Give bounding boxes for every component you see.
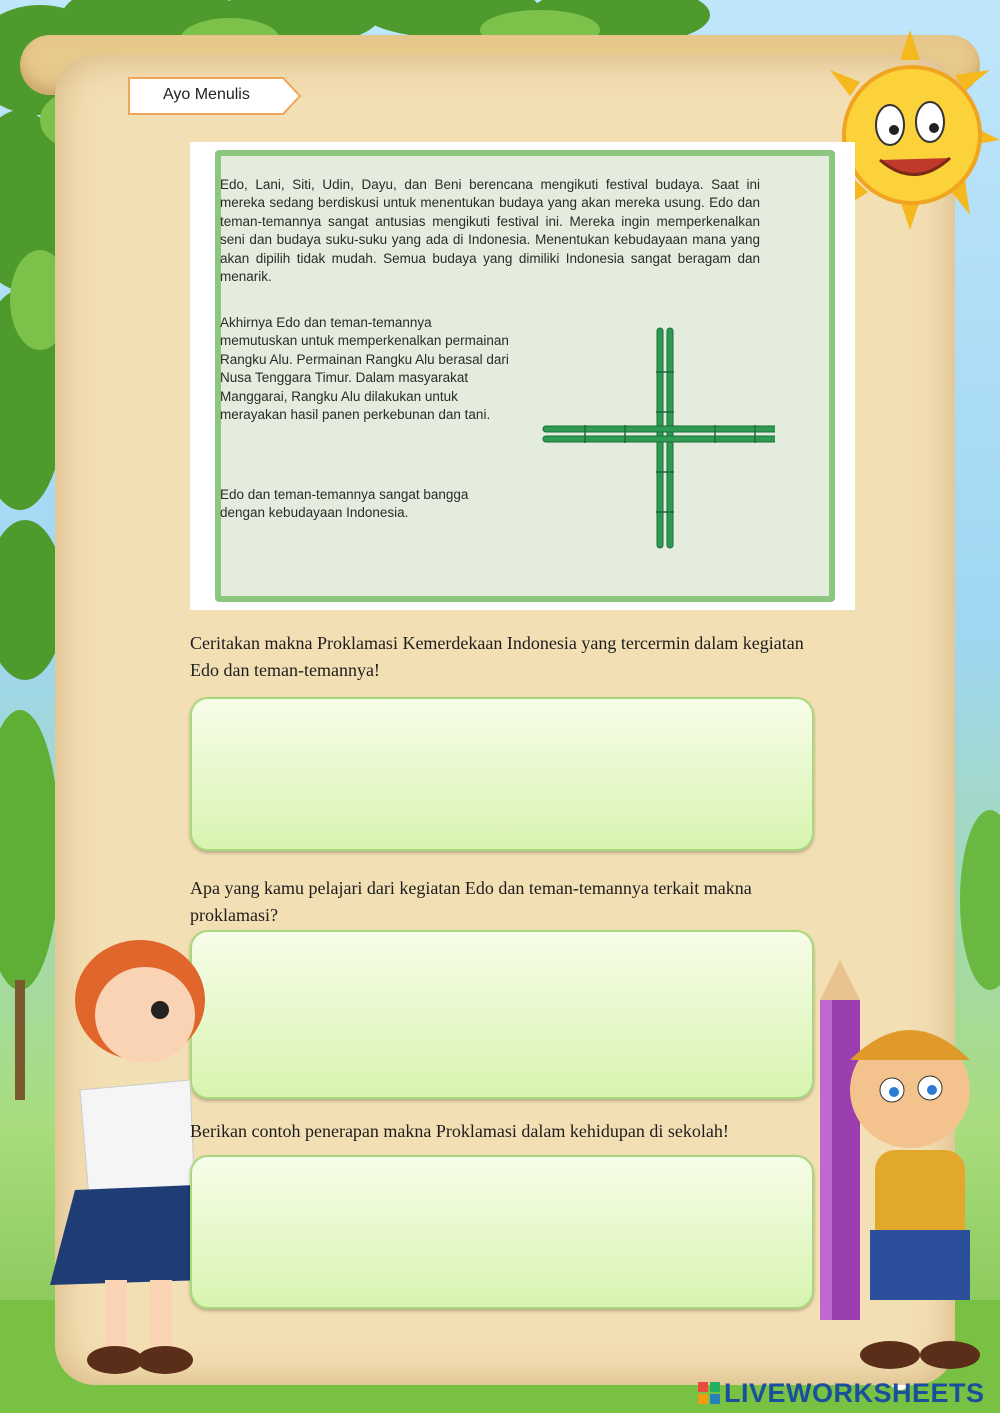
rangku-alu-bamboo-illustration	[515, 322, 775, 552]
girl-character-illustration	[20, 940, 210, 1380]
story-paragraph-2: Akhirnya Edo dan teman-temannya memutuskan untuk memperkenalkan permainan Rangku Alu. Permainan Rangku Alu berasal dari Nusa Tenggara Timur. Dalam masyarakat Manggarai, Rangku Alu dilakukan untuk merayakan hasil panen perkebunan dan tani.	[220, 315, 509, 423]
answer-box-2[interactable]	[190, 930, 814, 1099]
footer-brand[interactable]: LIVEWORKSHEETS	[724, 1378, 985, 1408]
question-2-text: Apa yang kamu pelajari dari kegiatan Edo dan teman-temannya terkait makna proklamasi?	[190, 878, 752, 925]
section-title: Ayo Menulis	[163, 86, 250, 103]
story-paragraph-1: Edo, Lani, Siti, Udin, Dayu, dan Beni berencana mengikuti festival budaya. Saat ini mereka sedang berdiskusi untuk menentukan budaya yang akan mereka usung. Edo dan teman-temannya sangat antusias mengikuti festival ini. Mereka ingin memperkenalkan seni dan budaya suku-suku yang ada di Indonesia. Menentukan kebudayaan mana yang akan dipilih tidak mudah. Semua budaya yang dimiliki Indonesia sangat beragam dan menarik.	[220, 177, 760, 285]
answer-box-3[interactable]	[190, 1155, 814, 1309]
liveworksheets-logo-icon	[698, 1382, 720, 1404]
story-panel	[190, 142, 855, 610]
answer-box-1[interactable]	[190, 697, 814, 851]
question-1-text: Ceritakan makna Proklamasi Kemerdekaan Indonesia yang tercermin dalam kegiatan Edo dan teman-temannya!	[190, 633, 804, 680]
story-paragraph-3: Edo dan teman-temannya sangat bangga dengan kebudayaan Indonesia.	[220, 487, 469, 521]
question-3-text: Berikan contoh penerapan makna Proklamasi dalam kehidupan di sekolah!	[190, 1121, 729, 1141]
boy-with-pencil-illustration	[780, 960, 1000, 1380]
section-tag	[128, 77, 278, 113]
